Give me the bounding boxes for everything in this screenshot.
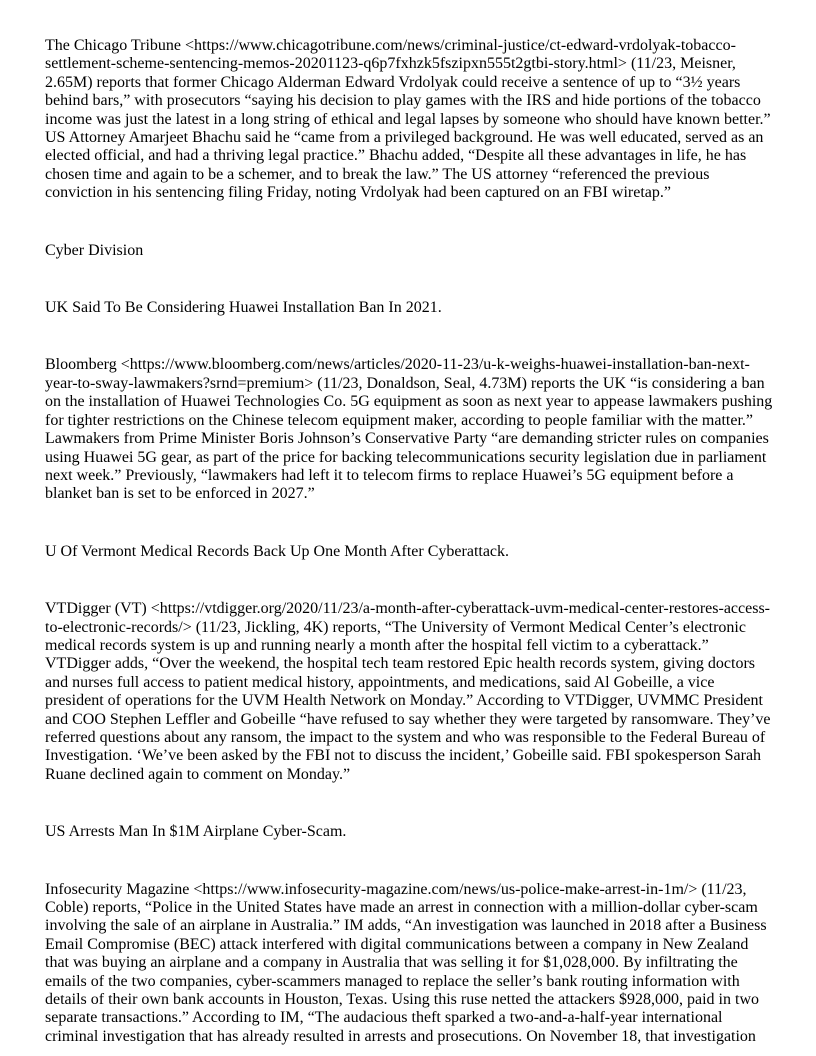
tribune-paragraph: The Chicago Tribune <https://www.chicagotribune.com/news/criminal-justice/ct-edward-vrdolyak-tobacco-settlement-scheme-sentencing-memos-20201123-q6p7fxhzk5fszipxn555t2gtbi-story.html> (11/23, Meisner, 2.65M) reports that former Chicago Alderman Edward Vrdolyak could receive a sentence of up to “3½ years behind bars,” with prosecutors “saying his decision to play games with the IRS and hide portions of the tobacco income was just the latest in a long string of ethical and legal lapses by someone who should have known better.” US Attorney Amarjeet Bhachu said he “came from a privileged background. He was well educated, served as an elected official, and had a thriving legal practice.” Bhachu added, “Despite all these advantages in life, he has chosen time and again to be a schemer, and to break the law.” The US attorney “referenced the previous conviction in his sentencing filing Friday, noting Vrdolyak had been captured on an FBI wiretap.”: [45, 37, 771, 202]
spacer: [45, 842, 775, 881]
section-heading-cyber-division: Cyber Division: [45, 241, 144, 259]
spacer: [45, 504, 775, 543]
spacer: [45, 260, 775, 299]
spacer: [45, 203, 775, 242]
spacer: [45, 784, 775, 823]
vtdigger-paragraph: VTDigger (VT) <https://vtdigger.org/2020/11/23/a-month-after-cyberattack-uvm-medical-center-restores-access-to-electronic-records/> (11/23, Jickling, 4K) reports, “The University of Vermont Medical Center’s electronic medical records system is up and running nearly a month after the hospital fell victim to a cyberattack.” VTDigger adds, “Over the weekend, the hospital tech team restored Epic health records system, giving doctors and nurses full access to patient medical history, appointments, and medications, said Al Gobeille, a vice president of operations for the UVM Health Network on Monday.” According to VTDigger, UVMMC President and COO Stephen Leffler and Gobeille “have refused to say whether they were targeted by ransomware. They’ve referred questions about any ransom, the impact to the system and who was responsible to the Federal Bureau of Investigation. ‘We’ve been asked by the FBI not to discuss the incident,’ Gobeille said. FBI spokesperson Sarah Ruane declined again to comment on Monday.”: [45, 600, 771, 783]
bloomberg-paragraph: Bloomberg <https://www.bloomberg.com/news/articles/2020-11-23/u-k-weighs-huawei-installation-ban-next-year-to-sway-lawmakers?srnd=premium> (11/23, Donaldson, Seal, 4.73M) reports the UK “is considering a ban on the installation of Huawei Technologies Co. 5G equipment as soon as next year to appease lawmakers pushing for tighter restrictions on the Chinese telecom equipment maker, according to people familiar with the matter.” Lawmakers from Prime Minister Boris Johnson’s Conservative Party “are demanding stricter rules on companies using Huawei 5G gear, as part of the price for backing telecommunications security legislation due in parliament next week.” Previously, “lawmakers had left it to telecom firms to replace Huawei’s 5G equipment before a blanket ban is set to be enforced in 2027.”: [45, 356, 773, 503]
headline-vermont: U Of Vermont Medical Records Back Up One Month After Cyberattack.: [45, 542, 510, 560]
document-page: [45, 37, 775, 1046]
spacer: [45, 317, 775, 356]
infosecurity-paragraph: Infosecurity Magazine <https://www.infosecurity-magazine.com/news/us-police-make-arrest-in-1m/> (11/23, Coble) reports, “Police in the United States have made an arrest in connection with a million-dollar cyber-scam involving the sale of an airplane in Australia.” IM adds, “An investigation was launched in 2018 after a Business Email Compromise (BEC) attack interfered with digital communications between a company in New Zealand that was buying an airplane and a company in Australia that was selling it for $1,028,000. By infiltrating the emails of the two companies, cyber-scammers managed to replace the seller’s bank routing information with details of their own bank accounts in Houston, Texas. Using this ruse netted the attackers $928,000, paid in two separate transactions.” According to IM, “The audacious theft sparked a two-and-a-half-year international criminal investigation that has already resulted in arrests and prosecutions. On November 18, that investigation: [45, 880, 767, 1045]
headline-huawei: UK Said To Be Considering Huawei Installation Ban In 2021.: [45, 299, 442, 317]
headline-airplane-scam: US Arrests Man In $1M Airplane Cyber-Scam.: [45, 823, 347, 841]
spacer: [45, 561, 775, 600]
